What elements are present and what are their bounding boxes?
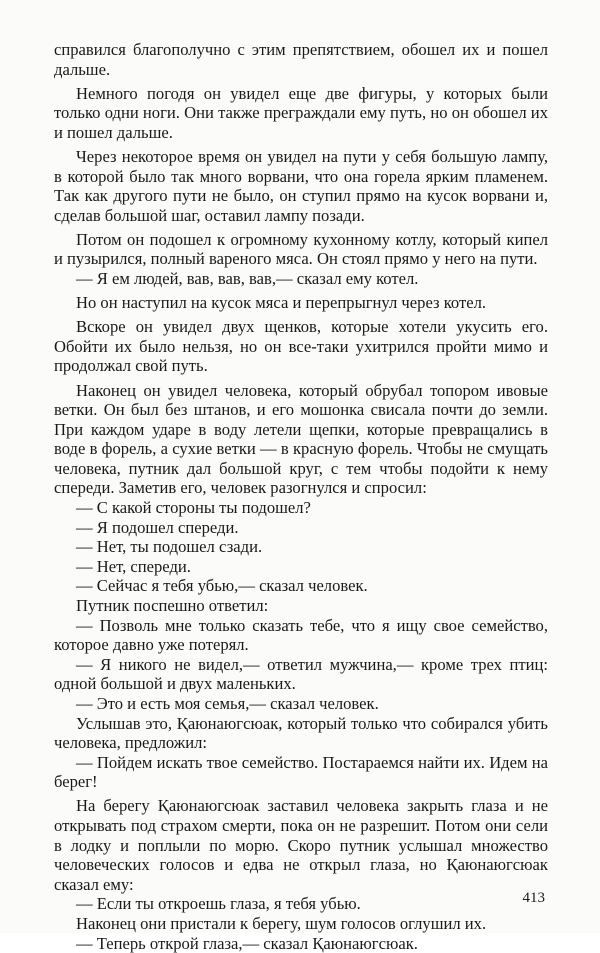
- dialogue-line: — Пойдем искать твое семейство. Постараемся найти их. Идем на берег!: [54, 752, 548, 792]
- dialogue-line: — Я подошел спереди.: [76, 517, 239, 537]
- paragraph: справился благополучно с этим препятствием, обошел их и пошел дальше.: [54, 40, 548, 79]
- paragraph: Наконец они пристали к берегу, шум голосов оглушил их.: [76, 914, 487, 934]
- page-text: [54, 40, 548, 953]
- paragraph: Через некоторое время он увидел на пути у себя большую лампу, в которой было так много ворвани, что она горела ярким пламенем. Так как другого пути не было, он ступил прямо на кусок ворвани и, сделав большой шаг, оставил лампу позади.: [54, 146, 548, 225]
- dialogue-line: — Позволь мне только сказать тебе, что я ищу свое семейство, которое давно уже потерял.: [54, 615, 548, 655]
- dialogue-line: — С какой стороны ты подошел?: [76, 498, 311, 518]
- paragraph: Потом он подошел к огромному кухонному котлу, который кипел и пузырился, полный вареного мяса. Он стоял прямо у него на пути.: [54, 229, 548, 269]
- paragraph: Наконец он увидел человека, который обрубал топором ивовые ветки. Он был без штанов, и его мошонка свисала почти до земли. При каждом ударе в воду летели щепки, которые превращались в воде в форель, а сухие ветки — в красную форель. Чтобы не смущать человека, путник дал большой круг, с тем чтобы подойти к нему спереди. Заметив его, человек разогнулся и спросил:: [54, 380, 548, 498]
- dialogue-line: — Нет, спереди.: [76, 556, 191, 576]
- dialogue-line: — Сейчас я тебя убью,— сказал человек.: [76, 576, 368, 596]
- dialogue-line: — Я никого не видел,— ответил мужчина,— кроме трех птиц: одной большой и двух маленьких.: [54, 654, 548, 694]
- paragraph: Услышав это, Қаюнаюгсюак, который только что собирался убить человека, предложил:: [54, 713, 548, 753]
- page-number: 413: [522, 890, 545, 906]
- dialogue-line: — Это и есть моя семья,— сказал человек.: [76, 694, 379, 713]
- paragraph: Но он наступил на кусок мяса и перепрыгнул через котел.: [76, 293, 487, 313]
- paragraph: Вскоре он увидел двух щенков, которые хотели укусить его. Обойти их было нельзя, но он все-таки ухитрился пройти мимо и продолжал свой путь.: [54, 317, 548, 376]
- dialogue-line: — Теперь открой глаза,— сказал Қаюнаюгсюак.: [76, 933, 418, 953]
- paragraph: Путник поспешно ответил:: [76, 596, 269, 616]
- dialogue-line: — Я ем людей, вав, вав, вав,— сказал ему котел.: [76, 269, 419, 289]
- paragraph: На берегу Қаюнаюгсюак заставил человека закрыть глаза и не открывать под страхом смерти, пока он не разрешит. Потом они сели в лодку и поплыли по морю. Скоро путник услышал множество человеческих голосов и едва не открыл глаза, но Қаюнаюгсюак сказал ему:: [54, 796, 548, 894]
- dialogue-line: — Если ты откроешь глаза, я тебя убью.: [76, 894, 361, 914]
- dialogue-line: — Нет, ты подошел сзади.: [76, 537, 263, 557]
- paragraph: Немного погодя он увидел еще две фигуры, у которых были только одни ноги. Они также преграждали ему путь, но он обошел их и пошел дальше.: [54, 83, 548, 142]
